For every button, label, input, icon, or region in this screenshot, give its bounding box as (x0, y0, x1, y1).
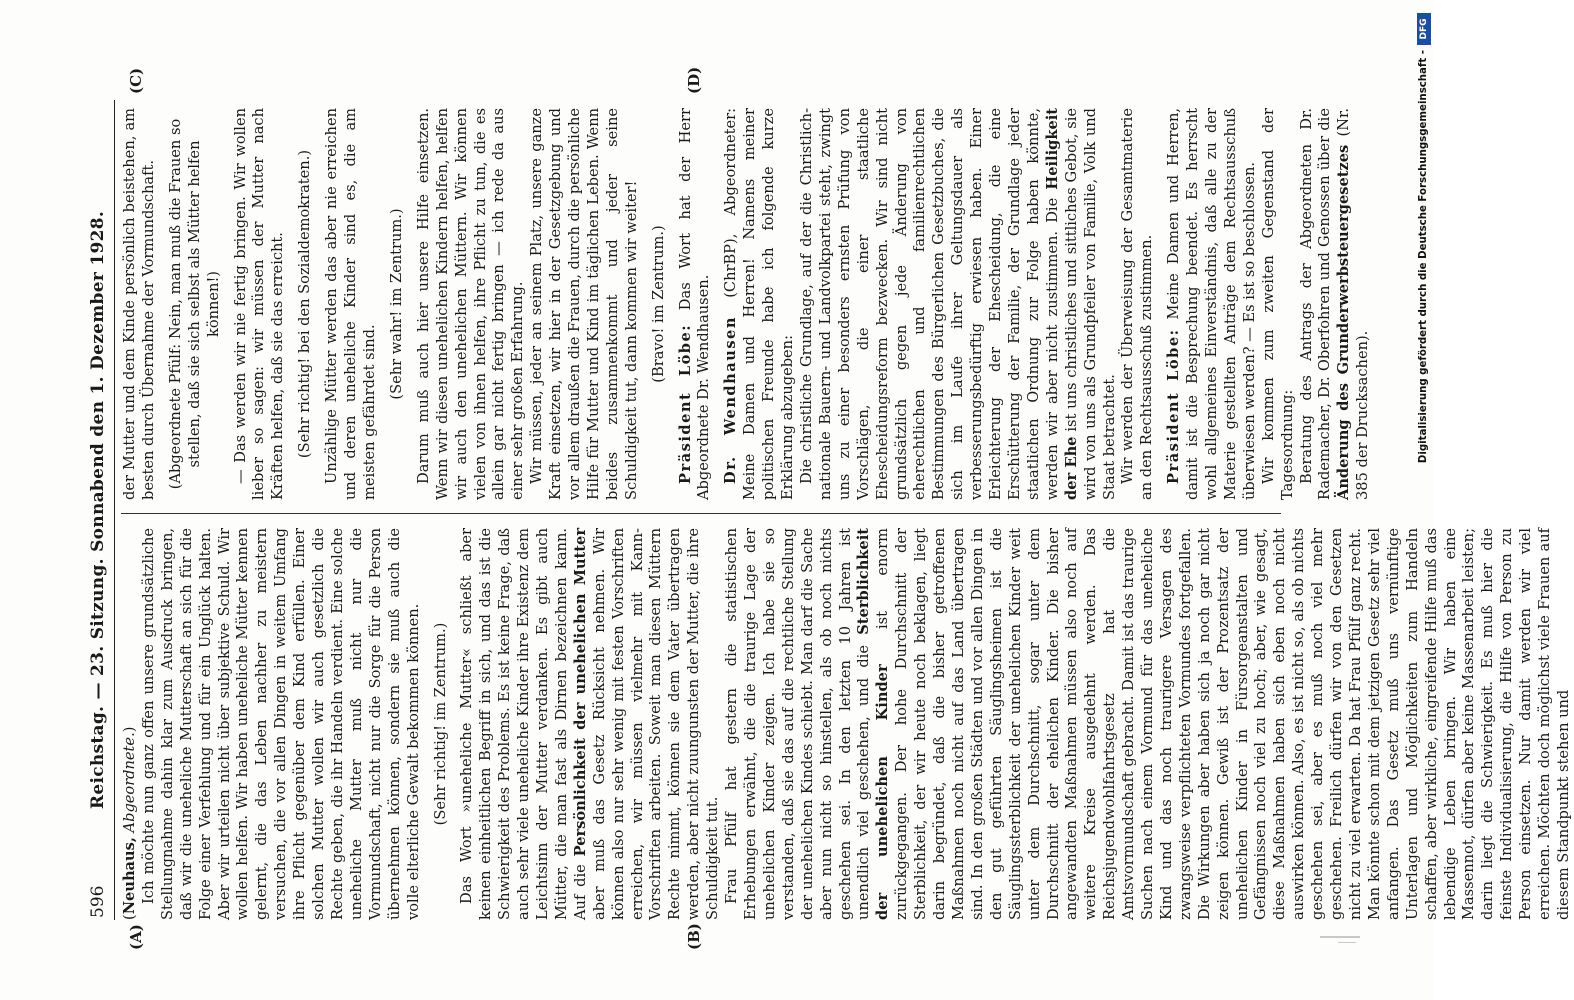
paragraph (723, 528, 1574, 920)
speaker-name: Neuhaus, (121, 837, 138, 915)
president-name: Präsident Löbe: (1165, 328, 1183, 484)
speaker-role: Abgeordnete. (121, 732, 138, 833)
emphasis: Änderung des Grunderwerbsteuergesetzes (1335, 144, 1353, 500)
paragraph: der Mutter und dem Kinde persönlich beistehen, am besten durch Übernahme der Vormundschaft. (121, 108, 157, 500)
paragraph-text: Das Wort »uneheliche Mutter« schließt aber keinen einheitlichen Begriff in sich, und das ist die Schwierigkeit des Problems. Es ist keine Frage, daß auch sehr viele uneheliche Kinder ihre Existenz dem Leichtsinn der Mutter verdanken. Es gibt auch Mütter, die man fast als Dirnen bezeichnen kann. Auf die (458, 528, 589, 920)
paragraph-text: ist enorm zurückgegangen. Der hohe Durchschnitt der Sterblichkeit, der wir heute noch beklagen, liegt darin begründet, daß die bisher getroffenen Maßnahmen noch nicht auf das Land übertragen sind. In den großen Städten und vor allen Dingen in den gut geführten Säuglingsheimen ist die Säuglingssterblichkeit der unehelichen Kinder weit unter dem Durchschnitt, sogar unter dem Durchschnitt der ehelichen Kinder. Die bisher angewandten Maßnahmen müssen also noch auf weitere Kreise ausgedehnt werden. Das Reichsjugendwohlfahrtsgesetz hat die Amtsvormundschaft gebracht. Damit ist das traurige Suchen nach einem Vormund für das uneheliche Kind und das noch traurigere Versagen des zwangsweise verpflichteten Vormundes fortgefallen. Die Wirkungen aber haben sich ja noch gar nicht zeigen können. Gewiß ist der Prozentsatz der unehelichen Kinder in Fürsorgeanstalten und Gefängnissen noch viel zu hoch; aber, wie gesagt, diese Maßnahmen haben sich eben noch nicht auswirken können. Also, es ist nicht so, als ob nichts geschehen sei, aber es muß noch viel mehr geschehen. Freilich dürfen wir von den Gesetzen nicht zu viel erwarten. Da hat Frau Pfülf ganz recht. Man könnte schon mit dem jetzigen Gesetz sehr viel anfangen. Das Gesetz muß uns vernünftige Unterlagen und Möglichkeiten zum Handeln schaffen, aber wirkliche, eingreifende Hilfe muß das lebendige Leben bringen. Wir haben eine Massennot, dürfen aber keine Massenarbeit leisten; darin liegt die Schwierigkeit. Es muß hier die feinste Individualisierung, die Hilfe von Person zu Person einsetzen. Nur damit werden wir viel erreichen. Möchten doch möglichst viele Frauen auf diesem Standpunkt stehen und (874, 528, 1572, 920)
paragraph (1298, 108, 1374, 500)
paragraph-text: (Nr. 385 der Drucksachen). (1335, 108, 1372, 500)
scan-artifact (1338, 942, 1356, 943)
page-header (85, 100, 111, 920)
spacer (1157, 108, 1165, 500)
paragraph (458, 528, 723, 920)
emphasis: Persönlichkeit der unehelichen Mutter (571, 527, 589, 857)
president-name: Präsident Löbe: (676, 323, 694, 484)
header-rule (114, 100, 115, 920)
paragraph-text: aber muß das Gesetz Rücksicht nehmen. Wir können also nur sehr wenig mit festen Vorschriften erreichen, wir müssen vielmehr mit Kann-Vorschriften arbeiten. Soweit man diesen Müttern Rechte nimmt, können sie dem Vater übertragen werden, aber nicht zuungunsten der Mutter, die ihre Schuldigkeit tut. (590, 528, 722, 920)
dfg-notice (1414, 10, 1434, 990)
right-column (121, 107, 1372, 500)
interjection: (Sehr richtig! bei den Sozialdemokraten.) (296, 149, 314, 459)
interjection: (Abgeordnete Pfülf: Nein, man muß die Frauen so stellen, daß sie sich selbst als Mütter helfen können!) (166, 118, 222, 490)
paragraph: — Das werden wir nie fertig bringen. Wir wollen lieber so sagen: wir müssen der Mutter nach Kräften helfen, daß sie das erreicht. (231, 108, 287, 500)
dfg-notice-text: Digitalisierung gefördert durch die Deutsche Forschungsgemeinschaft - (1418, 50, 1429, 464)
margin-marker-d: (D) (685, 66, 703, 94)
paragraph: Wir werden der Überweisung der Gesamtmaterie an den Rechtsausschuß zustimmen. (1119, 108, 1156, 500)
dfg-logo: DFG (1417, 13, 1431, 45)
paragraph-text: Beratung des Antrags der Abgeordneten Dr. Rademacher, Dr. Oberfohren und Genossen über die (1297, 108, 1334, 500)
emphasis: Heiligkeit der Ehe (1043, 107, 1080, 500)
emphasis: Sterblichkeit der unehelichen Kinder (855, 528, 892, 920)
paragraph (1165, 108, 1260, 500)
paragraph: Wir müssen, jeder an seinem Platz, unsere ganze Kraft einsetzen, wir hier in der Gesetzgebung und vor allem draußen die Frauen, durch die persönliche Hilfe für Mutter und Kind im täglichen Leben. Wenn beides zusammenkommt und jeder seine Schuldigkeit tut, dann kommen wir weiter! (528, 108, 640, 500)
column-rule (121, 513, 1281, 514)
paragraph: Unzählige Mütter werden das aber nie erreichen und deren uneheliche Kinder sind es, die am meisten gefährdet sind. (323, 108, 378, 500)
interjection: (Bravo! im Zentrum.) (649, 225, 667, 383)
interjection: (Sehr richtig! im Zentrum.) (431, 622, 449, 826)
left-column (121, 527, 1572, 920)
paragraph (722, 108, 798, 500)
paragraph: Darum muß auch hier unsere Hilfe einsetzen. Wenn wir diesen unehelichen Kindern helfen, helfen wir auch den unehelichen Müttern. Wir können vielen von ihnen helfen, ihre Pflicht zu tun, die es allein gar nicht fertig bringen — ich rede da aus einer sehr großen Erfahrung. (414, 108, 527, 500)
paragraph-text: (ChrBP), Abgeordneter: Meine Damen und Herren! Namens meiner politischen Freunde habe ich folgende kurze Erklärung abzugeben: (722, 108, 797, 500)
margin-marker-a: (A) (127, 924, 145, 950)
paragraph-text: Frau Pfülf hat gestern die statistischen Erhebungen erwähnt, die die traurige Lage der unehelichen Kinder zeigen. Ich habe sie so verstanden, daß sie das auf die rechtliche Stellung der unehelichen Kindes schiebt. Man darf die Sache aber nun nicht so hinstellen, als ob noch nichts geschehen sei. In den letzten 10 Jahren ist unendlich viel geschehen, und die (723, 528, 873, 920)
paragraph (798, 108, 1119, 500)
margin-marker-b: (B) (685, 923, 703, 950)
interjection: (Sehr wahr! im Zentrum.) (387, 208, 405, 400)
page-number: 596 (88, 885, 108, 918)
paragraph: Wir kommen zum zweiten Gegenstand der Tagesordnung: (1259, 108, 1296, 500)
paragraph-text: Meine Damen und Herren, damit ist die Besprechung beendet. Es herrscht wohl allgemeines Einverständnis, daß alle zu der Materie gestellten Anträge dem Rechtsausschuß überwiesen werden? — Es ist so beschlossen. (1165, 107, 1258, 500)
speaker-line: (Neuhaus, Abgeordnete.) (121, 726, 138, 920)
paragraph-text: ist uns christliches und sittliches Gebot, sie wird von uns als Grundpfeiler von Familie, Volk und Staat betrachtet. (1062, 107, 1118, 500)
margin-marker-c: (C) (127, 67, 145, 94)
speaker-name: Dr. Wendhausen (722, 316, 740, 484)
scan-artifact (1320, 936, 1360, 938)
spacer (714, 108, 722, 500)
paragraph-text: Das Wort hat der Herr Abgeordnete Dr. Wendhausen. (676, 108, 713, 500)
paragraph-text: Die christliche Grundlage, auf der die Christlich-nationale Bauern- und Landvolkpartei steht, zwingt uns zu einer besonders ernsten Prüfung von Vorschlägen, die einer staatliche Ehescheidungsreform bezwecken. Wir sind nicht grundsätzlich gegen jede Änderung von eherechtlichen und familienrechtlichen Bestimmungen des Bürgerlichen Gesetzbuches, die sich im Laufe ihrer Geltungsdauer als verbesserungsbedürftig erwiesen haben. Einer Erleichterung der Ehescheidung, die eine Erschütterung der Familie, der Grundlage jeder staatlichen Ordnung zur Folge haben könnte, werden wir aber nicht zustimmen. Die (798, 108, 1061, 500)
page-title: Reichstag. — 23. Sitzung. Sonnabend den 1. Dezember 1928. (88, 210, 108, 810)
paragraph (677, 108, 715, 500)
paragraph: Ich möchte nun ganz offen unsere grundsätzliche Stellungnahme dahin klar zum Ausdruck bringen, daß wir die uneheliche Mutterschaft an sich für die Folge einer Verfehlung und für ein Unglück halten. Aber wir urteilen nicht über subjektive Schuld. Wir wollen helfen. Wir haben uneheliche Mütter kennen gelernt, die das Leben nachher zu meistern versuchen, die vor allen Dingen in weitem Umfang ihre Pflicht gegenüber dem Kind erfüllen. Einer solchen Mutter wollen wir auch gesetzlich die Rechte geben, die ihr Handeln verdient. Eine solche uneheliche Mutter muß nicht nur die Vormundschaft, nicht nur die Sorge für die Person übernehmen können, sondern sie muß auch die volle elterliche Gewalt bekommen können. (139, 528, 422, 920)
